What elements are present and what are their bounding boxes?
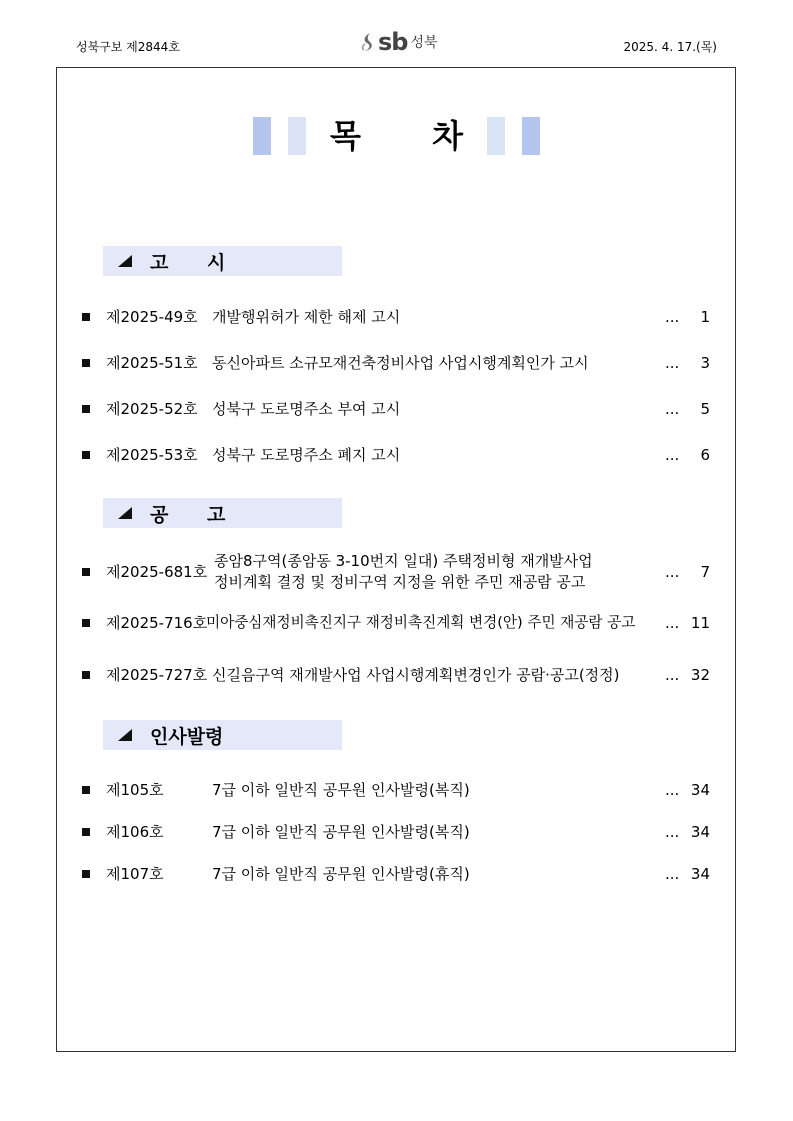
item-number: 제2025-53호 [106,446,198,464]
triangle-icon [118,255,132,267]
leader-dots: ... [665,666,680,684]
item-title: 동신아파트 소규모재건축정비사업 사업시행계획인가 고시 [212,354,589,372]
bullet-icon [82,671,90,679]
bullet-icon [82,405,90,413]
item-number: 제107호 [106,865,164,883]
item-number: 제2025-51호 [106,354,198,372]
bullet-icon [82,359,90,367]
leader-dots: ... [665,354,680,372]
bullet-icon [82,451,90,459]
item-number: 제2025-49호 [106,308,198,326]
header-date: 2025. 4. 17.(목) [623,40,717,54]
page-number: 6 [700,446,710,464]
logo-city: 성북 [410,35,438,51]
page-number: 34 [690,865,710,883]
page-number: 11 [690,614,710,632]
page-number: 5 [700,400,710,418]
item-title: 성북구 도로명주소 폐지 고시 [212,446,401,464]
section-label: 인사발령 [150,725,224,748]
item-title: 7급 이하 일반직 공무원 인사발령(복직) [212,823,470,841]
item-title: 신길음구역 재개발사업 사업시행계획변경인가 공람·공고(정정) [212,666,620,684]
bullet-icon [82,870,90,878]
section-label: 고 시 [150,251,242,274]
item-title: 7급 이하 일반직 공무원 인사발령(복직) [212,781,470,799]
leader-dots: ... [665,865,680,883]
leader-dots: ... [665,308,680,326]
triangle-icon [118,729,132,741]
item-title: 미아중심재정비촉진지구 재정비촉진계획 변경(안) 주민 재공람 공고 [206,614,636,631]
leader-dots: ... [665,400,680,418]
item-number: 제106호 [106,823,164,841]
bullet-icon [82,828,90,836]
page-number: 1 [700,308,710,326]
item-number: 제2025-716호 [106,614,208,632]
bullet-icon [82,313,90,321]
item-title: 7급 이하 일반직 공무원 인사발령(휴직) [212,865,470,883]
section-header-personnel [103,720,342,750]
section-label: 공 고 [150,503,242,526]
item-title: 성북구 도로명주소 부여 고시 [212,400,401,418]
bullet-icon [82,786,90,794]
page-title: 목 차 [330,117,493,155]
leader-dots: ... [665,614,680,632]
header-issue: 성북구보 제2844호 [76,40,180,54]
leader-dots: ... [665,823,680,841]
item-number: 제2025-52호 [106,400,198,418]
bullet-icon [82,619,90,627]
logo-mark-icon [361,32,375,52]
item-number: 제2025-681호 [106,563,208,581]
leader-dots: ... [665,446,680,464]
item-number: 제2025-727호 [106,666,208,684]
section-header-announcement [103,498,342,528]
item-title-line: 종암8구역(종암동 3-10번지 일대) 주택정비형 재개발사업 [214,552,593,570]
page-number: 34 [690,781,710,799]
title-block [253,117,540,155]
logo-text: sb [378,28,408,56]
page-number: 3 [700,354,710,372]
page-number: 34 [690,823,710,841]
section-header-notice [103,246,342,276]
page-number: 7 [700,563,710,581]
bullet-icon [82,568,90,576]
toc-item[interactable] [82,551,712,593]
page-number: 32 [690,666,710,684]
leader-dots: ... [665,563,680,581]
leader-dots: ... [665,781,680,799]
triangle-icon [118,507,132,519]
item-number: 제105호 [106,781,164,799]
item-title-line: 정비계획 결정 및 정비구역 지정을 위한 주민 재공람 공고 [214,573,586,591]
item-title: 개발행위허가 제한 해제 고시 [212,308,401,326]
logo [361,30,438,54]
